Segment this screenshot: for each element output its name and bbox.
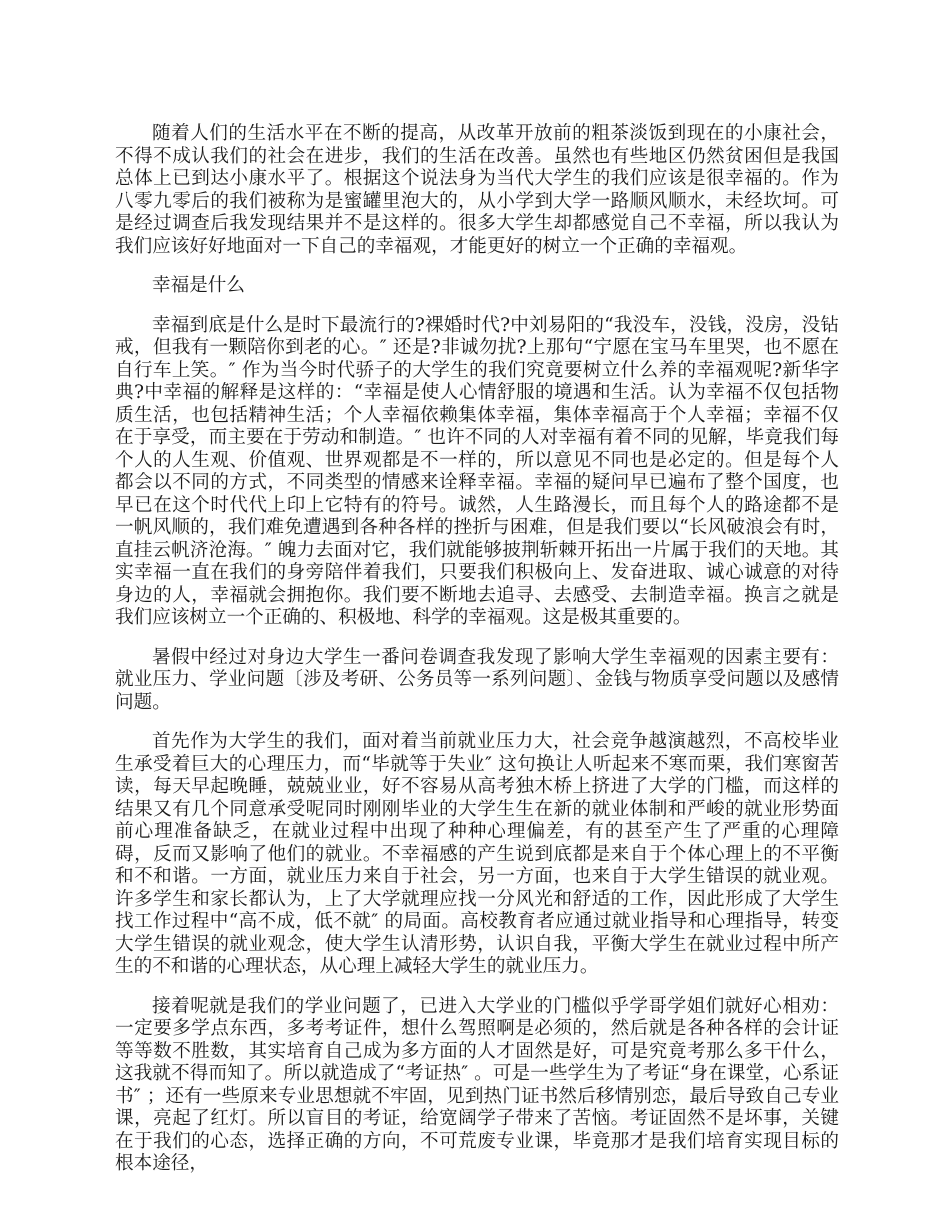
section-heading-what-is-happiness: 幸福是什么 — [152, 275, 245, 296]
paragraph-employment: 首先作为大学生的我们，面对着当前就业压力大，社会竞争越演越烈，不高校毕业生承受着巨大的心理压力，而“毕就等于失业″ 这句换让人听起来不寒而栗，我们寒窗苦读，每天早起晚睡，兢兢业业，好不容易从高考独木桥上挤进了大学的门槛，而这样的结果又有几个同意承受呢同时刚刚毕业的大学生生在新的就业体制和严峻的就业形势面前心理准备缺乏，在就业过程中出现了种种心理偏差，有的甚至产生了严重的心理障碍，反而又影响了他们的就业。不幸福感的产生说到底都是来自于个体心理上的不平衡和不和谐。一方面，就业压力来自于社会，另一方面，也来自于大学生错误的就业观。许多学生和家长都认为，上了大学就理应找一分风光和舒适的工作，因此形成了大学生找工作过程中“高不成，低不就″ 的局面。高校教育者应通过就业指导和心理指导，转变大学生错误的就业观念，使大学生认清形势，认识自我，平衡大学生在就业过程中所产生的不和谐的心理状态，从心理上减轻大学生的就业压力。 — [115, 731, 839, 977]
paragraph-definition: 幸福到底是什么是时下最流行的?裸婚时代?中刘易阳的“我没车，没钱，没房，没钻戒，但我有一颗陪你到老的心。″ 还是?非诚勿扰?上那句“宁愿在宝马车里哭，也不愿在自行车上笑。″ 作为当今时代骄子的大学生的我们究竟要树立什么养的幸福观呢?新华字典?中幸福的解释是这样的：“幸福是使人心情舒服的境遇和生活。认为幸福不仅包括物质生活，也包括精神生活；个人幸福依赖集体幸福，集体幸福高于个人幸福；幸福不仅在于享受，而主要在于劳动和制造。″ 也许不同的人对幸福有着不同的见解，毕竟我们每个人的人生观、价值观、世界观都是不一样的，所以意见不同也是必定的。但是每个人都会以不同的方式，不同类型的情感来诠释幸福。幸福的疑问早已遍布了整个国度，也早已在这个时代代上印上它特有的符号。诚然，人生路漫长，而且每个人的路途都不是一帆风顺的，我们难免遭遇到各种各样的挫折与困难，但是我们要以“长风破浪会有时，直挂云帆济沧海。″ 魄力去面对它，我们就能够披荆斩棘开拓出一片属于我们的天地。其实幸福一直在我们的身旁陪伴着我们，只要我们积极向上、发奋进取、诚心诚意的对待身边的人，幸福就会拥抱你。我们要不断地去追寻、去感受、去制造幸福。换言之就是我们应该树立一个正确的、积极地、科学的幸福观。这是极其重要的。 — [115, 314, 839, 628]
document-body — [115, 123, 839, 1193]
paragraph-intro: 随着人们的生活水平在不断的提高，从改革开放前的粗茶淡饭到现在的小康社会，不得不成认我们的社会在进步，我们的生活在改善。虽然也有些地区仍然贫困但是我国总体上已到达小康水平了。根据这个说法身为当代大学生的我们应该是很幸福的。作为八零九零后的我们被称为是蜜罐里泡大的，从小学到大学一路顺风顺水，未经坎坷。可是经过调查后我发现结果并不是这样的。很多大学生却都感觉自己不幸福，所以我认为我们应该好好地面对一下自己的幸福观，才能更好的树立一个正确的幸福观。 — [115, 123, 839, 257]
paragraph-studies: 接着呢就是我们的学业问题了，已进入大学业的门槛似乎学哥学姐们就好心相劝：一定要多学点东西，多考考证件，想什么驾照啊是必须的，然后就是各种各样的会计证等等数不胜数，其实培育自己成为多方面的人才固然是好，可是究竟考那么多干什么，这我就不得而知了。所以就造成了“考证热″ 。可是一些学生为了考证“身在课堂，心系证书″ ；还有一些原来专业思想就不牢固，见到热门证书然后移情别恋，最后导致自己专业课，亮起了红灯。所以盲目的考证，给宽阔学子带来了苦恼。考证固然不是坏事，关键在于我们的心态，选择正确的方向，不可荒废专业课，毕竟那才是我们培育实现目标的根本途径， — [115, 995, 839, 1174]
paragraph-survey: 暑假中经过对身边大学生一番问卷调查我发现了影响大学生幸福观的因素主要有：就业压力、学业问题〔涉及考研、公务员等一系列问题〕、金钱与物质享受问题以及感情问题。 — [115, 646, 839, 713]
